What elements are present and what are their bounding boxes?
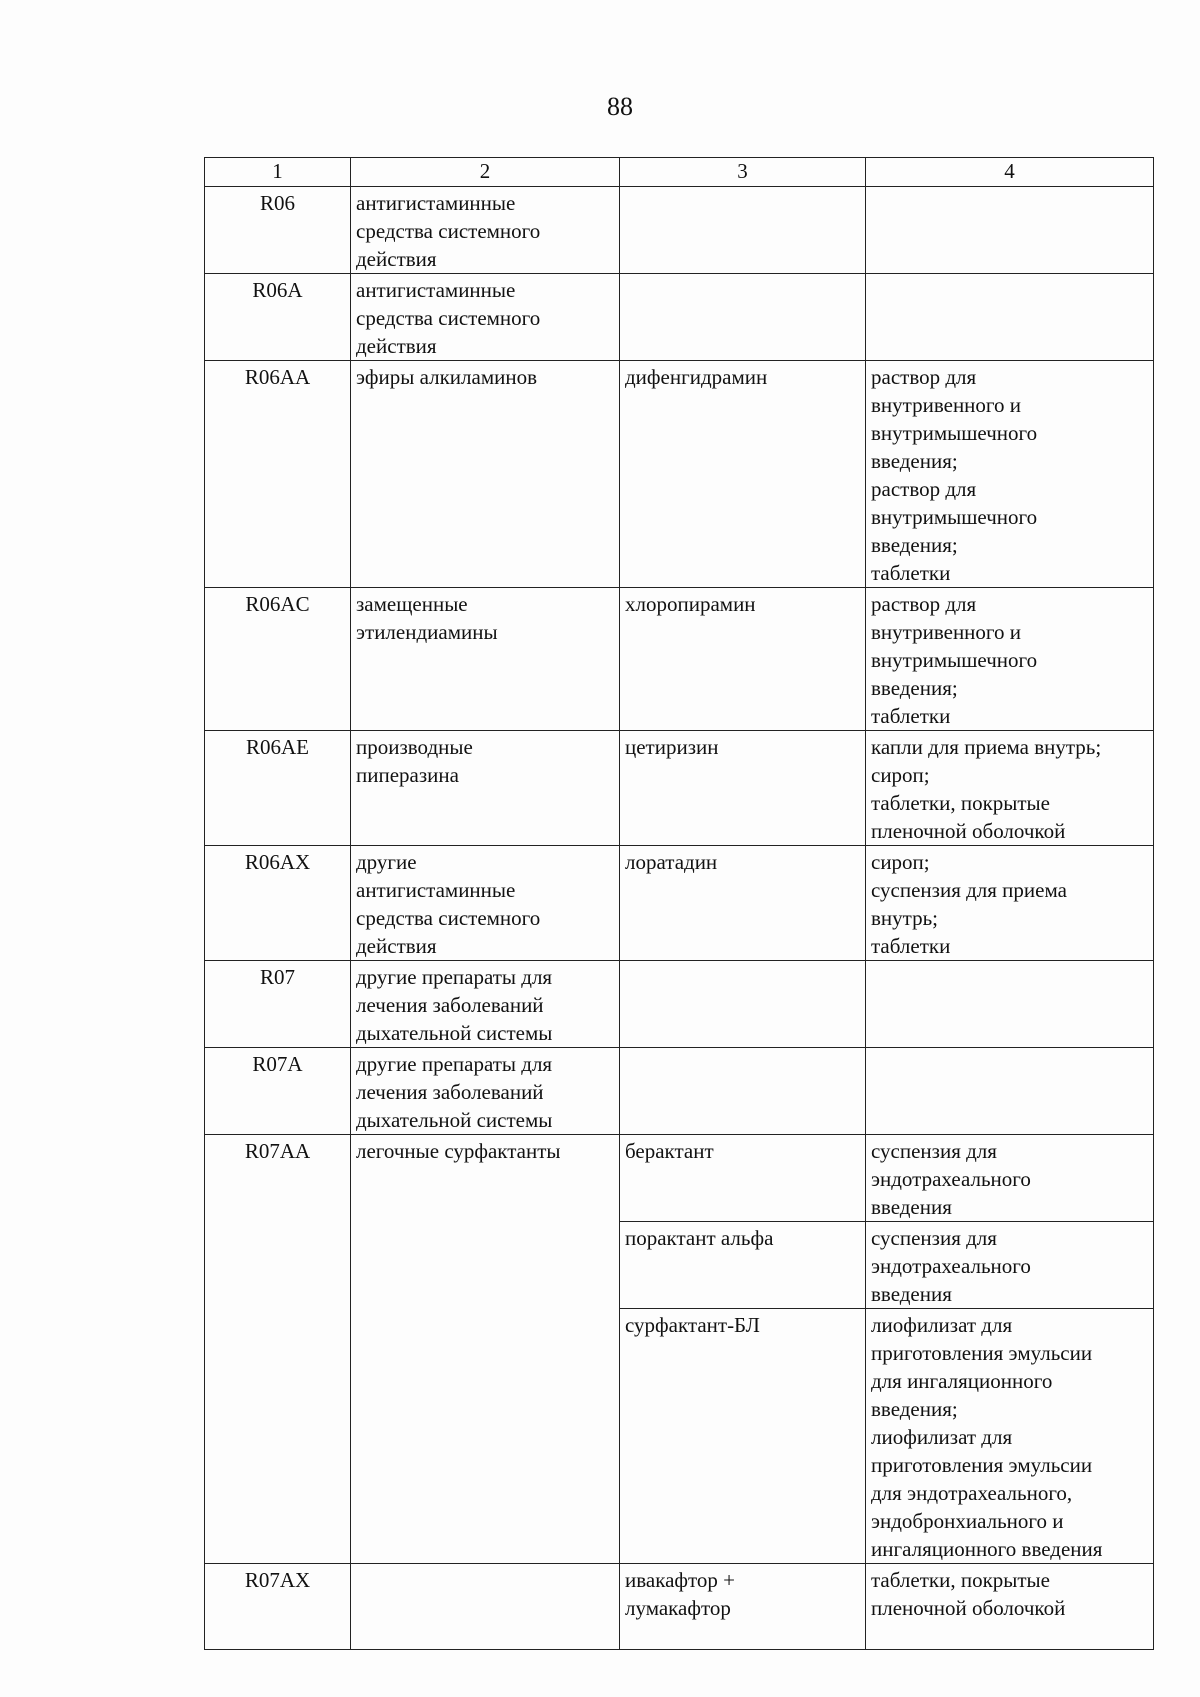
group-name-line: легочные сурфактанты [356, 1139, 561, 1163]
dosage-form-line: таблетки [871, 561, 951, 585]
drug-name-cell [620, 846, 866, 961]
page-number: 88 [607, 92, 633, 121]
table-row [205, 961, 1154, 1048]
atc-code: R06AX [244, 850, 311, 874]
dosage-form-line: таблетки [871, 934, 951, 958]
atc-code: R06AA [244, 365, 311, 389]
atc-code: R07 [259, 965, 295, 989]
dosage-form-line: таблетки, покрытые [871, 791, 1050, 815]
dosage-form-cell [866, 1048, 1154, 1135]
dosage-form-cell [866, 1564, 1154, 1650]
dosage-form-cell [866, 274, 1154, 361]
group-name-cell [351, 961, 620, 1048]
group-name-line: действия [356, 934, 437, 958]
dosage-form-line: пленочной оболочкой [871, 1596, 1066, 1620]
group-name-line: лечения заболеваний [356, 993, 544, 1017]
group-name-line: антигистаминные [356, 878, 516, 902]
dosage-form-line: приготовления эмульсии [871, 1453, 1093, 1477]
group-name-cell [351, 846, 620, 961]
column-header: 1 [205, 158, 351, 187]
table-body [205, 187, 1154, 1650]
atc-code-cell [205, 361, 351, 588]
dosage-form-cell [866, 731, 1154, 846]
atc-code: R06 [259, 191, 295, 215]
atc-code-cell [205, 588, 351, 731]
atc-code-cell [205, 846, 351, 961]
group-name-line: эфиры алкиламинов [356, 365, 538, 389]
dosage-form-line: введения [871, 1282, 952, 1306]
group-name-cell [351, 361, 620, 588]
drug-name-line: дифенгидрамин [625, 365, 768, 389]
dosage-form-line: эндотрахеального [871, 1254, 1031, 1278]
drug-name-line: лоратадин [625, 850, 718, 874]
drug-name-cell [620, 1048, 866, 1135]
dosage-form-line: внутримышечного [871, 648, 1038, 672]
dosage-form-line: лиофилизат для [871, 1425, 1013, 1449]
dosage-form-line: введения; [871, 1397, 958, 1421]
drug-name-cell [620, 1309, 866, 1564]
table-row [205, 274, 1154, 361]
table-row [205, 588, 1154, 731]
column-header: 3 [620, 158, 866, 187]
table-row [205, 1048, 1154, 1135]
column-header: 4 [866, 158, 1154, 187]
atc-code: R07AX [244, 1568, 311, 1592]
atc-code-cell [205, 1048, 351, 1135]
dosage-form-line: введения; [871, 676, 958, 700]
group-name-line: действия [356, 334, 437, 358]
drug-name-line: сурфактант-БЛ [625, 1313, 760, 1337]
drug-name-cell [620, 588, 866, 731]
atc-code-cell [205, 1135, 351, 1564]
dosage-form-cell [866, 187, 1154, 274]
drug-name-cell [620, 361, 866, 588]
dosage-form-line: внутривенного и [871, 393, 1021, 417]
drug-name-line: хлоропирамин [625, 592, 756, 616]
drug-name-line: ивакафтор + [625, 1568, 736, 1592]
dosage-form-cell [866, 846, 1154, 961]
drug-name-cell [620, 961, 866, 1048]
drug-name-cell [620, 274, 866, 361]
atc-code-cell [205, 1564, 351, 1650]
dosage-form-cell [866, 961, 1154, 1048]
table-row [205, 846, 1154, 961]
dosage-form-line: эндотрахеального [871, 1167, 1031, 1191]
group-name-line: действия [356, 247, 437, 271]
drug-name-line: порактант альфа [625, 1226, 774, 1250]
drug-name-line: лумакафтор [625, 1596, 731, 1620]
group-name-cell [351, 1048, 620, 1135]
group-name-cell [351, 731, 620, 846]
atc-code-cell [205, 274, 351, 361]
group-name-cell [351, 1564, 620, 1650]
dosage-form-line: внутрь; [871, 906, 938, 930]
dosage-form-line: таблетки, покрытые [871, 1568, 1050, 1592]
drug-name-cell [620, 1135, 866, 1222]
table-row [205, 731, 1154, 846]
drug-name-line: берактант [625, 1139, 714, 1163]
dosage-form-line: раствор для [871, 477, 977, 501]
group-name-cell [351, 588, 620, 731]
dosage-form-line: приготовления эмульсии [871, 1341, 1093, 1365]
table-row [205, 187, 1154, 274]
dosage-form-line: суспензия для приема [871, 878, 1067, 902]
drug-name-line: цетиризин [625, 735, 719, 759]
group-name-line: пиперазина [356, 763, 459, 787]
dosage-form-line: таблетки [871, 704, 951, 728]
drug-name-cell [620, 731, 866, 846]
dosage-form-line: введения; [871, 533, 958, 557]
group-name-line: дыхательной системы [356, 1021, 553, 1045]
dosage-form-line: для ингаляционного [871, 1369, 1053, 1393]
drug-name-cell [620, 187, 866, 274]
dosage-form-line: ингаляционного введения [871, 1537, 1103, 1561]
group-name-line: другие препараты для [356, 1052, 553, 1076]
column-header: 2 [351, 158, 620, 187]
group-name-cell [351, 274, 620, 361]
drug-name-cell [620, 1222, 866, 1309]
group-name-line: лечения заболеваний [356, 1080, 544, 1104]
group-name-line: другие препараты для [356, 965, 553, 989]
dosage-form-cell [866, 361, 1154, 588]
table-row [205, 1135, 1154, 1222]
atc-code: R06A [252, 278, 303, 302]
dosage-form-line: введения; [871, 449, 958, 473]
dosage-form-line: лиофилизат для [871, 1313, 1013, 1337]
dosage-form-line: для эндотрахеального, [871, 1481, 1073, 1505]
dosage-form-cell [866, 1222, 1154, 1309]
dosage-form-line: пленочной оболочкой [871, 819, 1066, 843]
atc-code: R06AC [245, 592, 310, 616]
dosage-form-line: внутримышечного [871, 505, 1038, 529]
group-name-cell [351, 187, 620, 274]
dosage-form-line: сироп; [871, 850, 930, 874]
group-name-line: средства системного [356, 906, 541, 930]
dosage-form-line: раствор для [871, 365, 977, 389]
table-row [205, 1564, 1154, 1650]
table-header-row [205, 158, 1154, 187]
dosage-form-line: сироп; [871, 763, 930, 787]
atc-code: R07AA [244, 1139, 311, 1163]
group-name-line: средства системного [356, 306, 541, 330]
dosage-form-line: капли для приема внутрь; [871, 735, 1102, 759]
drug-classification-table [204, 157, 1154, 1650]
group-name-cell [351, 1135, 620, 1564]
group-name-line: производные [356, 735, 473, 759]
atc-code: R07A [252, 1052, 303, 1076]
dosage-form-cell [866, 1135, 1154, 1222]
dosage-form-line: раствор для [871, 592, 977, 616]
group-name-line: антигистаминные [356, 278, 516, 302]
group-name-line: этилендиамины [356, 620, 498, 644]
dosage-form-line: суспензия для [871, 1139, 997, 1163]
group-name-line: другие [356, 850, 417, 874]
dosage-form-cell [866, 1309, 1154, 1564]
atc-code-cell [205, 187, 351, 274]
group-name-line: дыхательной системы [356, 1108, 553, 1132]
atc-code-cell [205, 731, 351, 846]
dosage-form-line: внутривенного и [871, 620, 1021, 644]
atc-code-cell [205, 961, 351, 1048]
group-name-line: средства системного [356, 219, 541, 243]
dosage-form-cell [866, 588, 1154, 731]
drug-name-cell [620, 1564, 866, 1650]
dosage-form-line: суспензия для [871, 1226, 997, 1250]
atc-code: R06AE [246, 735, 309, 759]
dosage-form-line: эндобронхиального и [871, 1509, 1064, 1533]
table-row [205, 361, 1154, 588]
group-name-line: антигистаминные [356, 191, 516, 215]
dosage-form-line: внутримышечного [871, 421, 1038, 445]
dosage-form-line: введения [871, 1195, 952, 1219]
group-name-line: замещенные [356, 592, 468, 616]
